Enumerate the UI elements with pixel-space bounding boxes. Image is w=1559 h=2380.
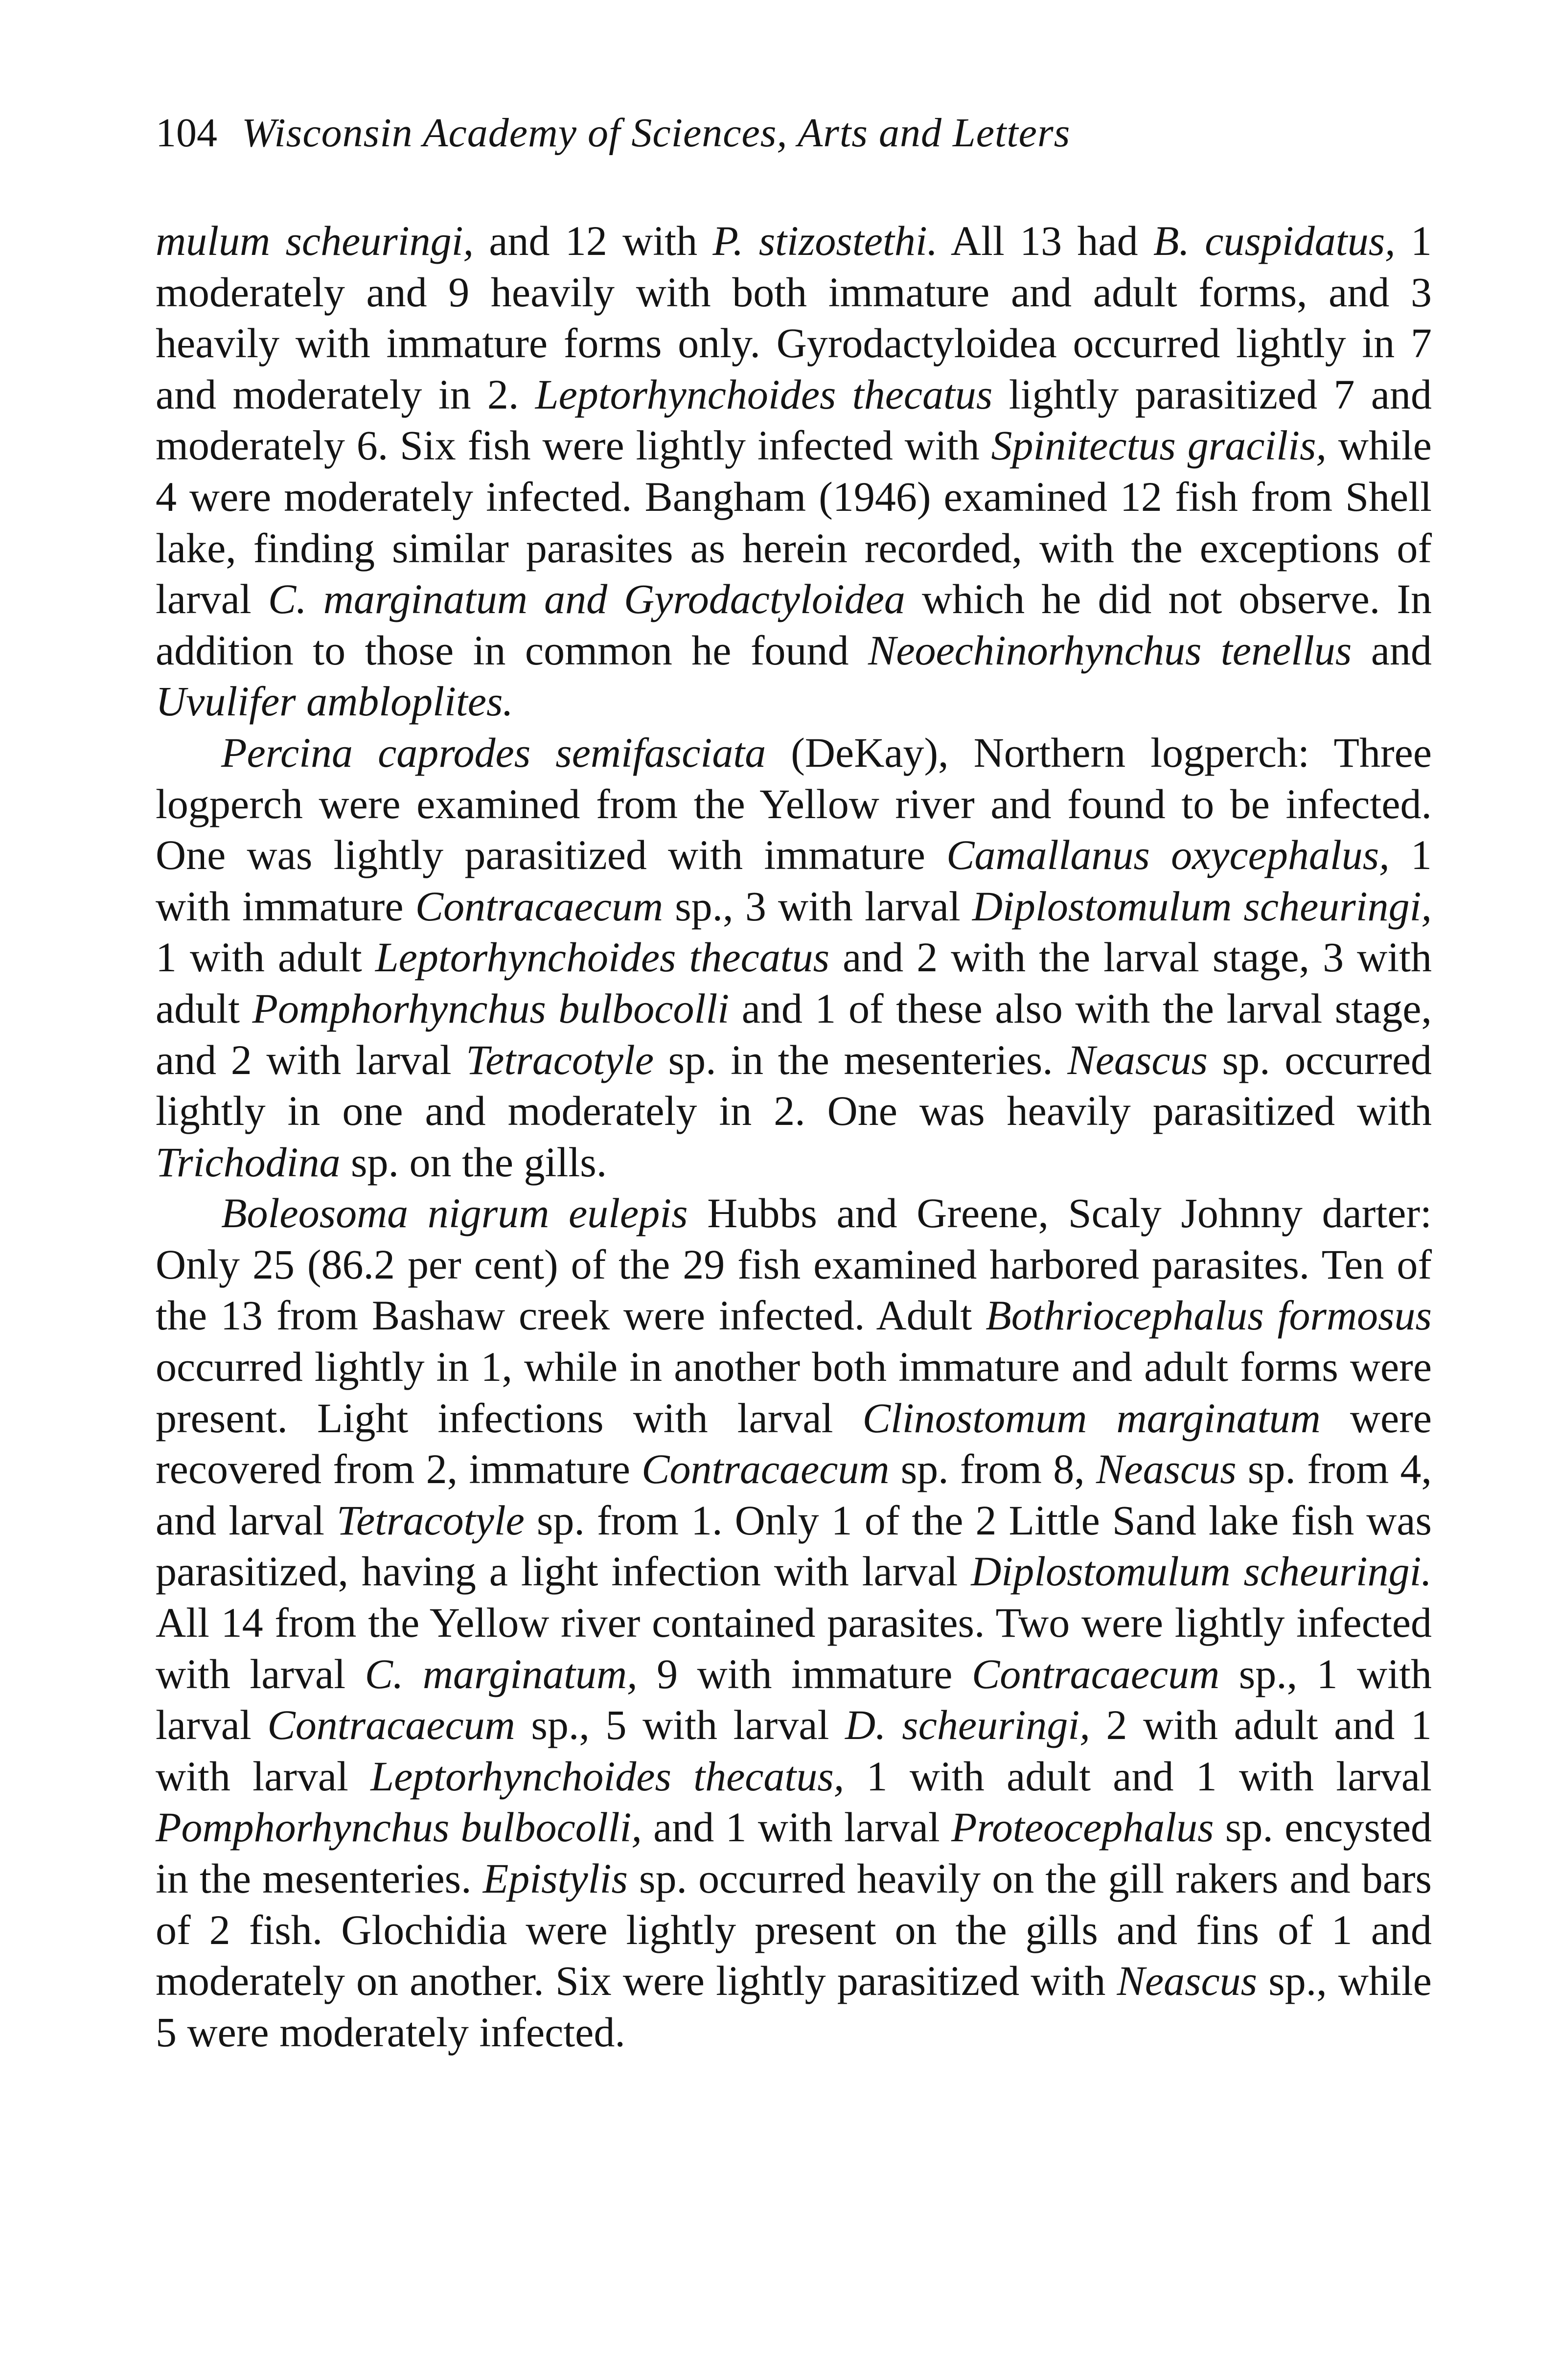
italic-text: Tetracotyle	[466, 1036, 654, 1083]
italic-text: Diplostomulum scheuringi.	[971, 1548, 1432, 1595]
italic-text: Trichodina	[156, 1138, 341, 1186]
text-run: and 2 with the larval stage, 3 with adult	[156, 934, 1432, 1032]
italic-text: Percina caprodes semifasciata	[221, 729, 766, 776]
body-text	[156, 215, 1432, 2058]
italic-text: Epistylis	[482, 1855, 628, 1902]
italic-text: Leptorhynchoides thecatus,	[370, 1752, 845, 1800]
italic-text: Leptorhynchoides thecatus	[535, 370, 993, 418]
italic-text: Camallanus oxycephalus,	[946, 831, 1390, 879]
text-run: lightly parasitized 7 and moderately 6. Six fish were lightly infected with	[156, 370, 1432, 469]
paragraph	[156, 1188, 1432, 2058]
italic-text: Neascus	[1067, 1036, 1208, 1083]
text-run: 1 with adult and 1 with larval	[844, 1752, 1432, 1800]
italic-text: Pomphorhynchus bulbocolli	[252, 984, 730, 1032]
italic-text: Pomphorhynchus bulbocolli,	[156, 1804, 642, 1851]
text-run: which he did not observe. In addition to those in common he found	[156, 575, 1432, 674]
italic-text: Proteocephalus	[951, 1804, 1214, 1851]
text-run: and	[1352, 626, 1432, 674]
text-run: 9 with immature	[637, 1650, 972, 1697]
italic-text: Uvulifer ambloplites.	[156, 678, 513, 725]
text-run: sp. occurred heavily on the gill rakers and bars of 2 fish. Glochidia were lightly present on the gills and fins of 1 and moderately on another. Six were lightly parasitized with	[156, 1855, 1432, 2005]
running-title: Wisconsin Academy of Sciences, Arts and Letters	[242, 110, 1071, 156]
text-run: sp. occurred lightly in one and moderately in 2. One was heavily parasitized with	[156, 1036, 1432, 1135]
text-run: sp., while 5 were moderately infected.	[156, 1957, 1432, 2056]
text-run: and 1 of these also with the larval stage, and 2 with larval	[156, 984, 1432, 1083]
italic-text: B. cuspidatus,	[1153, 217, 1396, 264]
text-run: All 13 had	[938, 217, 1153, 264]
running-header	[156, 109, 1428, 158]
text-run: sp., 3 with larval	[663, 882, 972, 930]
italic-text: Contracaecum	[267, 1701, 515, 1749]
text-run: All 14 from the Yellow river contained parasites. Two were lightly infected with larval	[156, 1599, 1432, 1697]
text-run: Hubbs and Greene, Scaly Johnny darter: Only 25 (86.2 per cent) of the 29 fish examined harbored parasites. Ten of the 13 from Bashaw creek were infected. Adult	[156, 1190, 1432, 1339]
italic-text: Spinitectus gracilis,	[991, 422, 1327, 469]
text-run: and 12 with	[474, 217, 713, 264]
text-run: occurred lightly in 1, while in another both immature and adult forms were present. Light infections with larval	[156, 1343, 1432, 1442]
text-run: sp. from 1. Only 1 of the 2 Little Sand lake fish was parasitized, having a light infection with larval	[156, 1496, 1432, 1595]
page-number: 104	[156, 110, 217, 156]
italic-text: Contracaecum	[642, 1445, 890, 1493]
italic-text: Bothriocephalus formosus	[986, 1292, 1432, 1339]
text-run: 1 with immature	[156, 831, 1432, 930]
paragraph	[156, 215, 1432, 727]
italic-text: Tetracotyle	[337, 1496, 525, 1544]
italic-text: Boleosoma nigrum eulepis	[221, 1190, 688, 1237]
italic-text: mulum scheuringi,	[156, 217, 474, 264]
italic-text: Neoechinorhynchus tenellus	[868, 626, 1352, 674]
text-run: sp. on the gills.	[340, 1138, 607, 1186]
paragraph	[156, 727, 1432, 1188]
italic-text: Clinostomum marginatum	[862, 1394, 1321, 1442]
text-run: sp., 5 with larval	[515, 1701, 846, 1749]
italic-text: Leptorhynchoides thecatus	[375, 934, 830, 981]
italic-text: Contracaecum	[971, 1650, 1220, 1697]
text-run: 1 moderately and 9 heavily with both immature and adult forms, and 3 heavily with immature forms only. Gyrodactyloidea occurred lightly in 7 and moderately in 2.	[156, 217, 1432, 418]
italic-text: Contracaecum	[415, 882, 664, 930]
text-run: sp. encysted in the mesenteries.	[156, 1804, 1432, 1902]
italic-text: Neascus	[1117, 1957, 1258, 2005]
text-run: sp. in the mesenteries.	[654, 1036, 1068, 1083]
italic-text: C. marginatum,	[365, 1650, 638, 1697]
italic-text: D. scheuringi,	[845, 1701, 1090, 1749]
text-run: sp. from 4, and larval	[156, 1445, 1432, 1544]
text-run: were recovered from 2, immature	[156, 1394, 1432, 1493]
text-run: 1 with adult	[156, 934, 375, 981]
italic-text: Neascus	[1096, 1445, 1237, 1493]
text-run: 2 with adult and 1 with larval	[156, 1701, 1432, 1800]
text-run: (DeKay), Northern logperch: Three logperch were examined from the Yellow river and found to be infected. One was lightly parasitized with immature	[156, 729, 1432, 879]
text-run: and 1 with larval	[642, 1804, 952, 1851]
text-run: sp. from 8,	[889, 1445, 1097, 1493]
italic-text: C. marginatum and Gyrodactyloidea	[268, 575, 905, 623]
text-run: while 4 were moderately infected. Bangham (1946) examined 12 fish from Shell lake, finding similar parasites as herein recorded, with the exceptions of larval	[156, 422, 1432, 623]
text-run: sp., 1 with larval	[156, 1650, 1432, 1749]
italic-text: P. stizostethi.	[712, 217, 938, 264]
italic-text: Diplostomulum scheuringi,	[972, 882, 1432, 930]
